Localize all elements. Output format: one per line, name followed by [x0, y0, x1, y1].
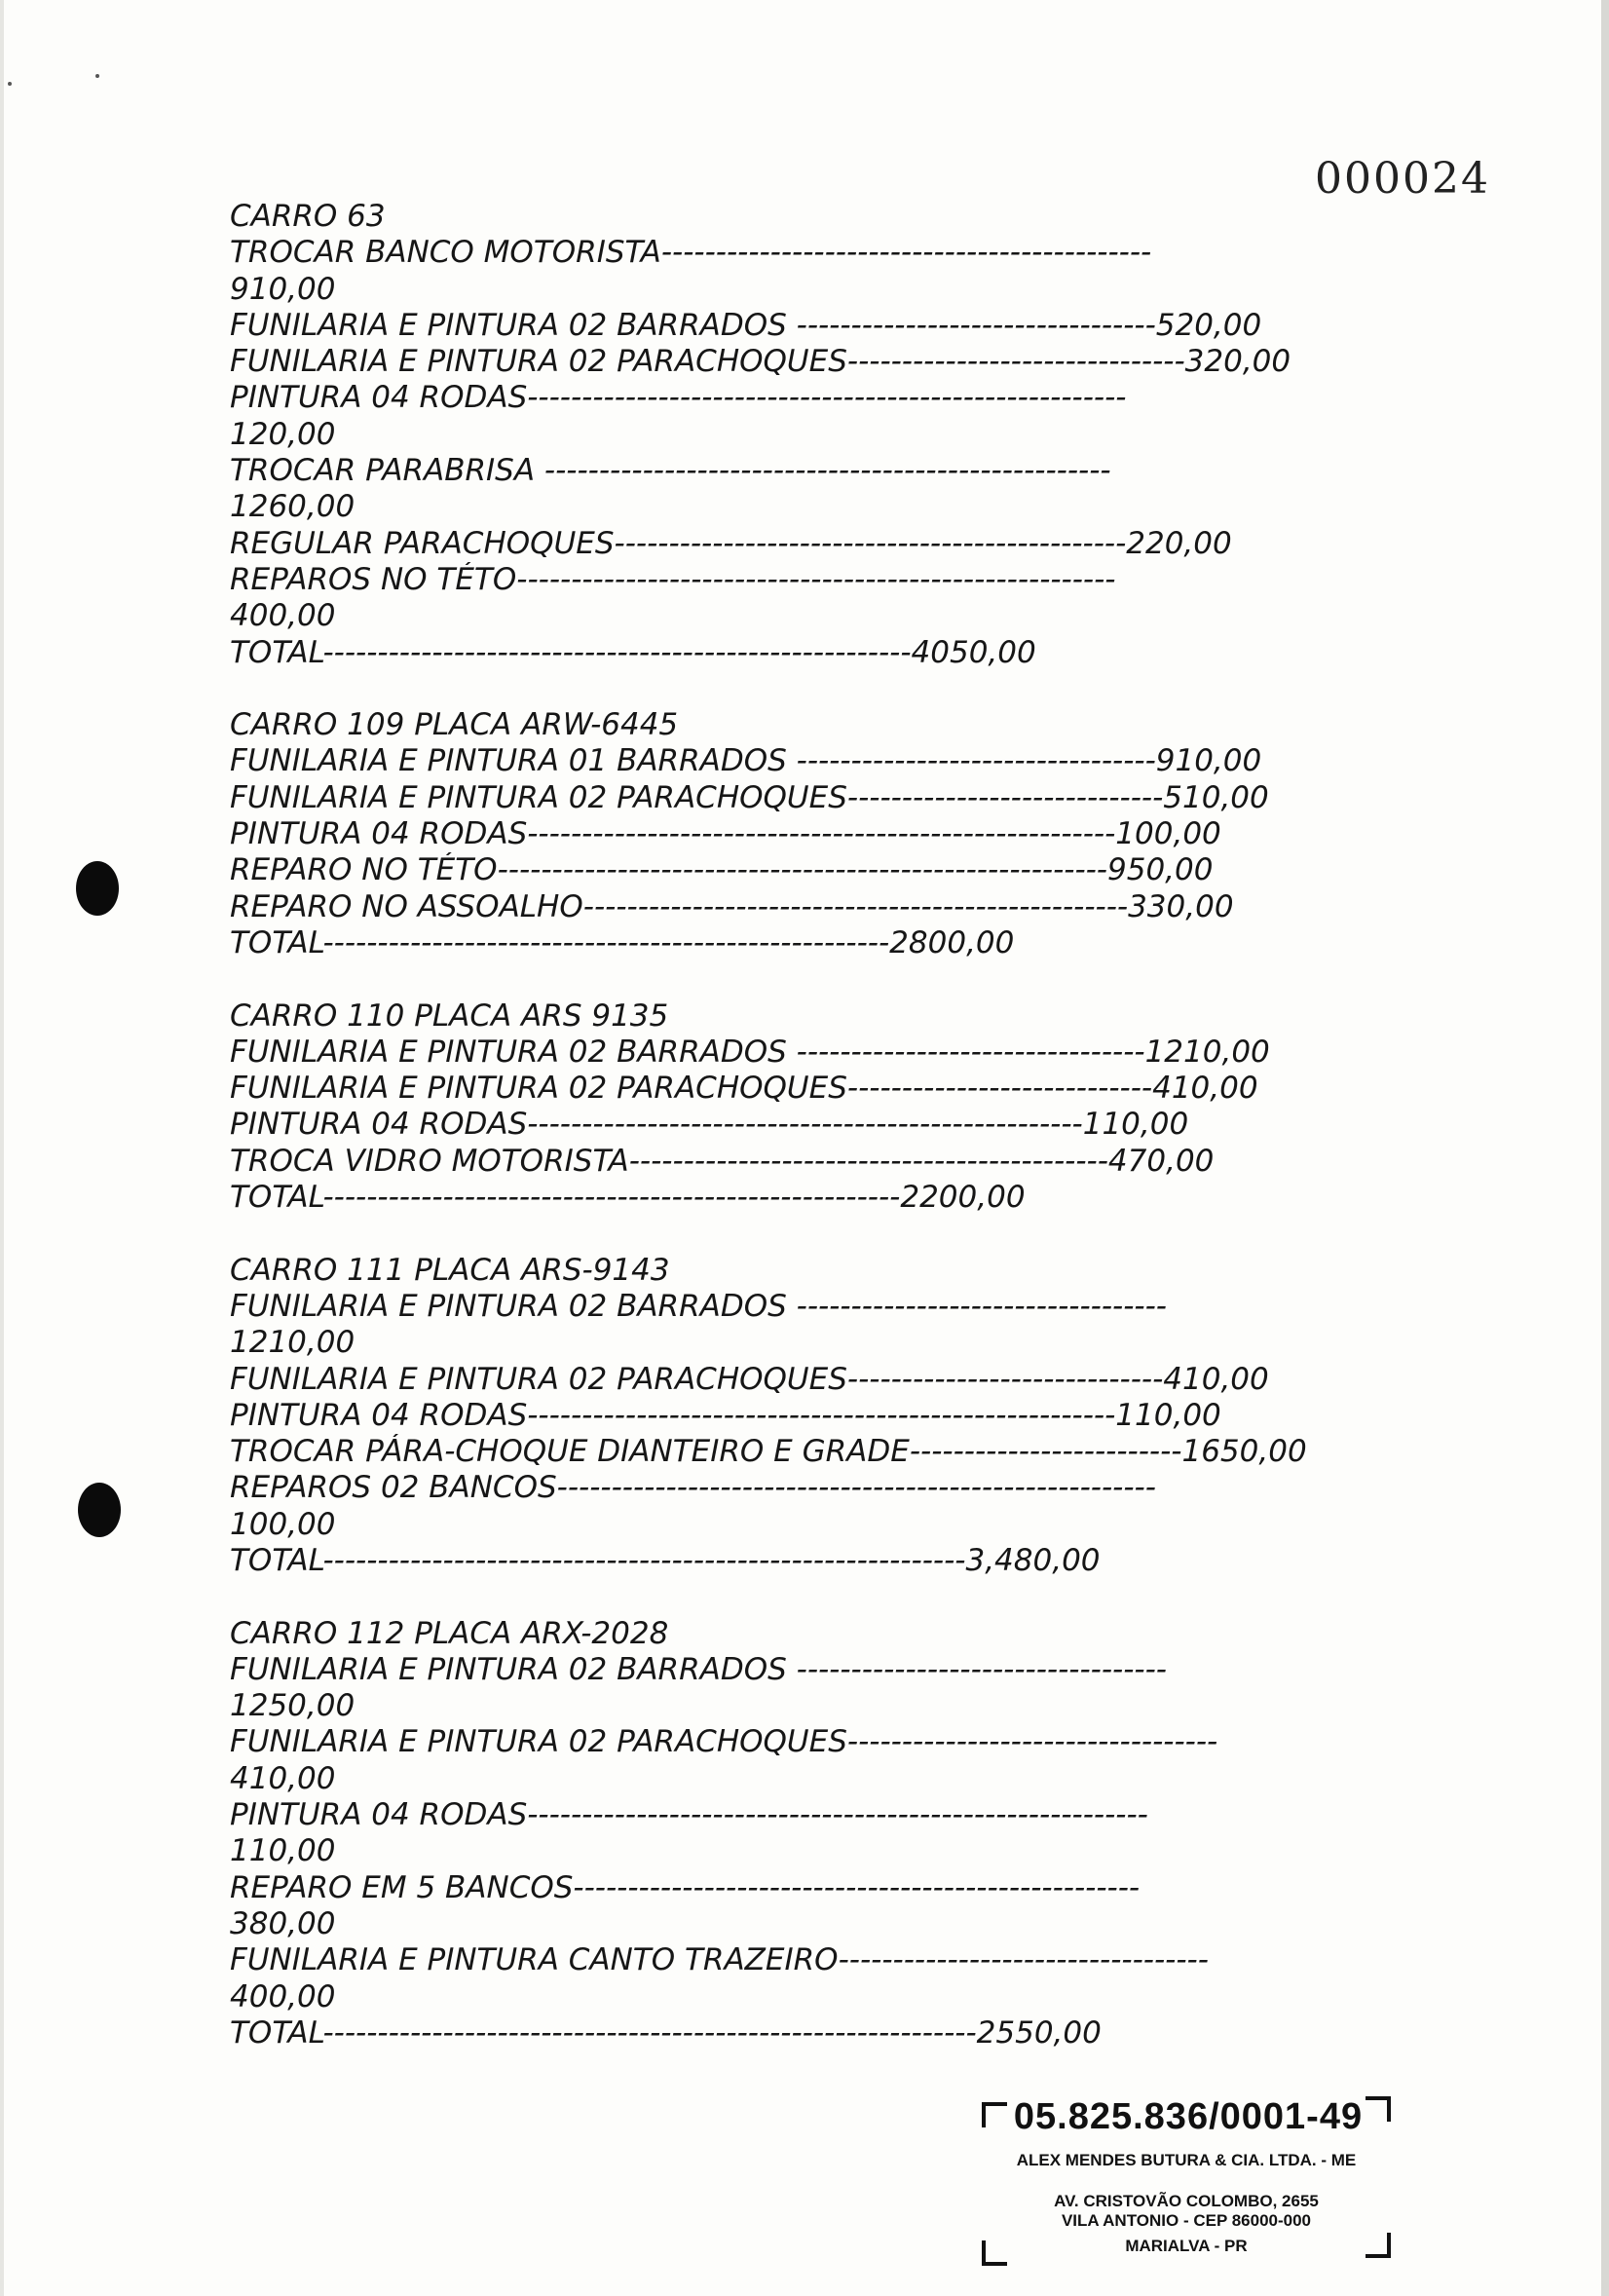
- document-line: FUNILARIA E PINTURA 02 PARACHOQUES----------------------------410,00: [230, 1071, 1258, 1107]
- document-line: 100,00: [230, 1506, 336, 1542]
- page-number: 000024: [1315, 154, 1490, 204]
- blank-line: [230, 961, 1399, 997]
- document-line: CARRO 109 PLACA ARW-6445: [230, 707, 679, 743]
- document-line: PINTURA 04 RODAS-------------------------------------------------------: [230, 380, 1127, 416]
- document-line: 110,00: [230, 1833, 336, 1869]
- document-line: FUNILARIA E PINTURA 02 BARRADOS ----------------------------------: [230, 1288, 1167, 1324]
- document-line: REPAROS 02 BANCOS-------------------------------------------------------: [230, 1470, 1156, 1506]
- document-line: PINTURA 04 RODAS------------------------------------------------------110,00: [230, 1397, 1221, 1433]
- document-line: REPARO NO TÉTO--------------------------------------------------------950,00: [230, 852, 1214, 888]
- document-line: FUNILARIA E PINTURA 02 BARRADOS ----------------------------------: [230, 1651, 1167, 1687]
- document-line: FUNILARIA E PINTURA 02 PARACHOQUES-----------------------------410,00: [230, 1361, 1269, 1397]
- punch-hole: [76, 861, 119, 916]
- document-line: REGULAR PARACHOQUES-----------------------------------------------220,00: [230, 525, 1232, 561]
- scan-speck: [95, 74, 99, 78]
- document-line: FUNILARIA E PINTURA 02 BARRADOS ---------------------------------520,00: [230, 307, 1262, 343]
- stamp-cnpj: 05.825.836/0001-49: [1013, 2096, 1364, 2137]
- blank-line: [230, 1216, 1399, 1252]
- stamp-address-line1: AV. CRISTOVÃO COLOMBO, 2655: [1054, 2192, 1319, 2210]
- scan-speck: [8, 82, 12, 86]
- document-line: CARRO 110 PLACA ARS 9135: [230, 997, 669, 1034]
- document-line: REPARO EM 5 BANCOS----------------------------------------------------: [230, 1869, 1141, 1905]
- document-line: TOTAL------------------------------------------------------------2550,00: [230, 2014, 1102, 2051]
- punch-hole: [78, 1483, 121, 1537]
- document-line: 910,00: [230, 271, 336, 307]
- document-line: 410,00: [230, 1760, 336, 1796]
- document-line: CARRO 63: [230, 199, 386, 234]
- document-line: 1260,00: [230, 489, 355, 525]
- document-line: 120,00: [230, 416, 336, 452]
- document-line: REPAROS NO TÉTO-------------------------------------------------------: [230, 561, 1116, 597]
- document-line: TROCAR BANCO MOTORISTA---------------------------------------------: [230, 235, 1152, 271]
- document-line: FUNILARIA E PINTURA 02 PARACHOQUES-----------------------------510,00: [230, 779, 1269, 815]
- document-line: 1250,00: [230, 1688, 355, 1724]
- document-line: 380,00: [230, 1905, 336, 1941]
- stamp-address-line2: VILA ANTONIO - CEP 86000-000: [1061, 2211, 1312, 2230]
- page-edge-right: [1601, 0, 1609, 2296]
- document-line: TOTAL-----------------------------------------------------------3,480,00: [230, 1542, 1101, 1578]
- document-line: CARRO 112 PLACA ARX-2028: [230, 1615, 669, 1651]
- document-line: TOTAL------------------------------------------------------4050,00: [230, 634, 1036, 670]
- stamp-company: ALEX MENDES BUTURA & CIA. LTDA. - ME: [1016, 2151, 1357, 2169]
- document-line: FUNILARIA E PINTURA 02 PARACHOQUES-------------------------------320,00: [230, 344, 1291, 380]
- page-edge-left: [0, 0, 4, 2296]
- document-line: TROCAR PÁRA-CHOQUE DIANTEIRO E GRADE-------------------------1650,00: [230, 1434, 1307, 1470]
- document-line: PINTURA 04 RODAS------------------------------------------------------100,00: [230, 816, 1221, 852]
- document-line: PINTURA 04 RODAS---------------------------------------------------110,00: [230, 1107, 1189, 1143]
- document-line: 400,00: [230, 598, 336, 634]
- document-line: TOTAL----------------------------------------------------2800,00: [230, 924, 1015, 960]
- document-line: TROCAR PARABRISA ----------------------------------------------------: [230, 453, 1111, 489]
- document-line: CARRO 111 PLACA ARS-9143: [230, 1252, 670, 1288]
- document-line: TROCA VIDRO MOTORISTA--------------------------------------------470,00: [230, 1143, 1215, 1179]
- document-line: FUNILARIA E PINTURA 01 BARRADOS ---------------------------------910,00: [230, 743, 1262, 779]
- document-line: TOTAL-----------------------------------------------------2200,00: [230, 1180, 1026, 1216]
- document-line: FUNILARIA E PINTURA CANTO TRAZEIRO----------------------------------: [230, 1942, 1209, 1978]
- blank-line: [230, 1579, 1399, 1615]
- document-line: REPARO NO ASSOALHO--------------------------------------------------330,00: [230, 888, 1234, 924]
- document-line: FUNILARIA E PINTURA 02 BARRADOS --------------------------------1210,00: [230, 1034, 1270, 1070]
- blank-line: [230, 671, 1399, 707]
- expense-list: [230, 199, 1399, 2051]
- document-line: FUNILARIA E PINTURA 02 PARACHOQUES----------------------------------: [230, 1724, 1218, 1760]
- stamp-city: MARIALVA - PR: [1125, 2237, 1248, 2255]
- company-stamp: [982, 2096, 1391, 2262]
- document-line: PINTURA 04 RODAS---------------------------------------------------------: [230, 1797, 1148, 1833]
- document-line: 400,00: [230, 1978, 336, 2014]
- document-line: 1210,00: [230, 1325, 355, 1361]
